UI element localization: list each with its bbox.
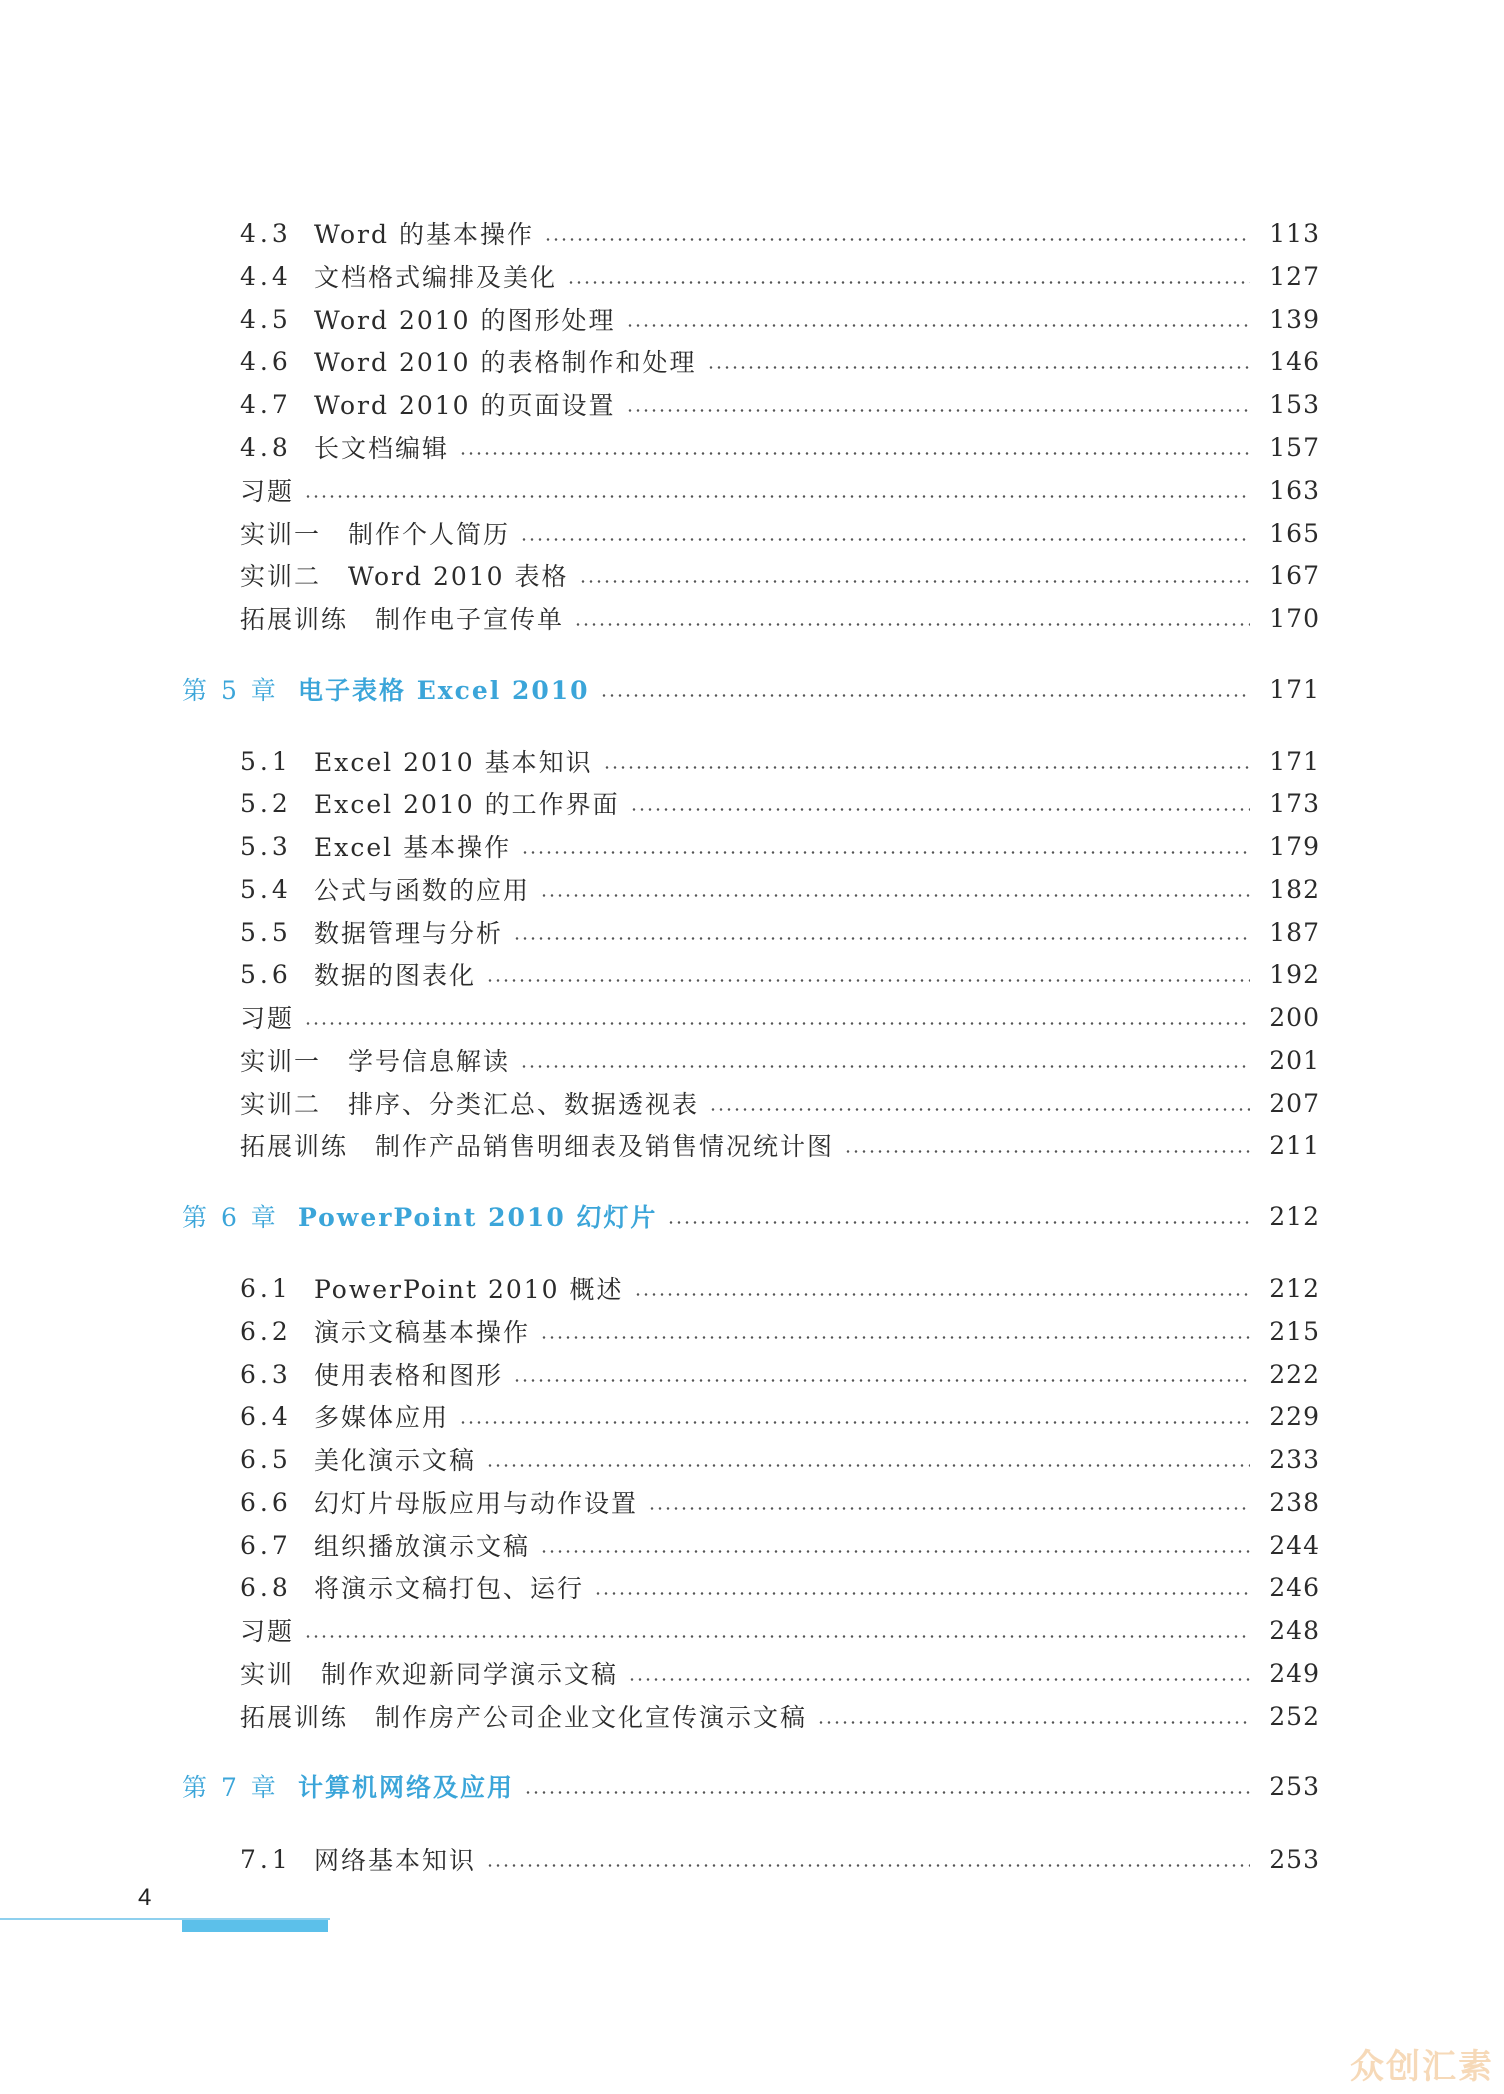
section-number: 5.6 [240, 959, 292, 989]
entry-title: Excel 2010 的工作界面 [314, 790, 620, 819]
page-reference: 212 [1269, 1273, 1320, 1303]
toc-item-entry[interactable] [240, 512, 1320, 554]
entry-title: Word 2010 的页面设置 [314, 391, 616, 420]
toc-item-entry[interactable] [240, 1039, 1320, 1081]
page-reference: 222 [1269, 1359, 1320, 1389]
dot-leader [513, 1353, 1250, 1395]
entry-title: PowerPoint 2010 幻灯片 [298, 1203, 658, 1232]
entry-title: 数据管理与分析 [314, 919, 504, 948]
toc-item-entry[interactable] [240, 1695, 1320, 1737]
entry-title: 电子表格 Excel 2010 [298, 676, 590, 705]
section-number: 6.8 [240, 1572, 292, 1602]
page-reference: 173 [1269, 788, 1320, 818]
page-reference: 146 [1269, 346, 1320, 376]
section-number: 5.3 [240, 831, 292, 861]
dot-leader [304, 469, 1250, 511]
section-number: 7.1 [240, 1844, 292, 1874]
page-reference: 248 [1269, 1615, 1320, 1645]
dot-leader [521, 825, 1250, 867]
section-number: 4.4 [240, 261, 292, 291]
entry-title: 组织播放演示文稿 [314, 1532, 531, 1561]
dot-leader [520, 1039, 1250, 1081]
section-number: 4.7 [240, 389, 292, 419]
toc-item-entry[interactable] [240, 597, 1320, 639]
toc-item-entry[interactable] [240, 1652, 1320, 1694]
section-number: 6.6 [240, 1487, 292, 1517]
dot-leader [304, 1609, 1250, 1651]
dot-leader [540, 1310, 1250, 1352]
toc-section-entry[interactable] [240, 340, 1320, 382]
entry-title: Word 的基本操作 [314, 220, 534, 249]
toc-section-entry[interactable] [240, 782, 1320, 824]
entry-title: 习题 [240, 1004, 295, 1033]
entry-title: 实训二 Word 2010 表格 [240, 562, 569, 591]
dot-leader [707, 340, 1250, 382]
page-reference: 207 [1269, 1088, 1320, 1118]
entry-title: 公式与函数的应用 [314, 876, 531, 905]
page-reference: 165 [1269, 518, 1320, 548]
entry-title: 使用表格和图形 [314, 1361, 504, 1390]
dot-leader [648, 1481, 1250, 1523]
page-reference: 153 [1269, 389, 1320, 419]
dot-leader [630, 782, 1250, 824]
toc-chapter-entry[interactable] [182, 668, 1320, 710]
page-reference: 249 [1269, 1658, 1320, 1688]
toc-section-entry[interactable] [240, 868, 1320, 910]
entry-title: 网络基本知识 [314, 1846, 477, 1875]
page-reference: 212 [1269, 1201, 1320, 1231]
toc-item-entry[interactable] [240, 1082, 1320, 1124]
page-reference: 201 [1269, 1045, 1320, 1075]
toc-section-entry[interactable] [240, 825, 1320, 867]
toc-section-entry[interactable] [240, 1267, 1320, 1309]
dot-leader [486, 953, 1250, 995]
toc-section-entry[interactable] [240, 740, 1320, 782]
toc-section-entry[interactable] [240, 1838, 1320, 1880]
page-reference: 187 [1269, 917, 1320, 947]
page-reference: 163 [1269, 475, 1320, 505]
section-number: 4.6 [240, 346, 292, 376]
section-number: 4.5 [240, 304, 292, 334]
entry-title: 文档格式编排及美化 [314, 263, 558, 292]
toc-section-entry[interactable] [240, 1353, 1320, 1395]
dot-leader [603, 740, 1250, 782]
entry-title: 幻灯片母版应用与动作设置 [314, 1489, 639, 1518]
section-number: 6.3 [240, 1359, 292, 1389]
dot-leader [486, 1438, 1250, 1480]
page-reference: 252 [1269, 1701, 1320, 1731]
toc-section-entry[interactable] [240, 383, 1320, 425]
page-reference: 171 [1269, 674, 1320, 704]
toc-section-entry[interactable] [240, 1481, 1320, 1523]
entry-title: Excel 基本操作 [314, 833, 512, 862]
section-number: 5.4 [240, 874, 292, 904]
dot-leader [544, 212, 1250, 254]
entry-title: 演示文稿基本操作 [314, 1318, 531, 1347]
dot-leader [628, 1652, 1250, 1694]
entry-title: 计算机网络及应用 [298, 1773, 515, 1802]
page-reference: 179 [1269, 831, 1320, 861]
toc-section-entry[interactable] [240, 212, 1320, 254]
entry-title: 习题 [240, 1617, 295, 1646]
entry-title: 美化演示文稿 [314, 1446, 477, 1475]
page-reference: 192 [1269, 959, 1320, 989]
section-number: 5.5 [240, 917, 292, 947]
toc-chapter-entry[interactable] [182, 1765, 1320, 1807]
entry-title: 多媒体应用 [314, 1403, 450, 1432]
entry-title: 实训一 学号信息解读 [240, 1047, 511, 1076]
dot-leader [594, 1566, 1250, 1608]
toc-item-entry[interactable] [240, 996, 1320, 1038]
page-reference: 238 [1269, 1487, 1320, 1517]
entry-title: 将演示文稿打包、运行 [314, 1574, 585, 1603]
section-number: 6.1 [240, 1273, 292, 1303]
page-reference: 253 [1269, 1771, 1320, 1801]
section-number: 4.8 [240, 432, 292, 462]
dot-leader [626, 383, 1250, 425]
dot-leader [567, 255, 1250, 297]
dot-leader [486, 1838, 1250, 1880]
page-reference: 246 [1269, 1572, 1320, 1602]
page-number: 4 [138, 1884, 152, 1911]
entry-title: Word 2010 的表格制作和处理 [314, 348, 697, 377]
dot-leader [540, 868, 1250, 910]
page-reference: 157 [1269, 432, 1320, 462]
dot-leader [520, 512, 1250, 554]
entry-title: 实训二 排序、分类汇总、数据透视表 [240, 1090, 700, 1119]
dot-leader [626, 298, 1250, 340]
chapter-number: 第 6 章 [182, 1203, 279, 1232]
page-reference: 182 [1269, 874, 1320, 904]
dot-leader [459, 426, 1250, 468]
page-reference: 233 [1269, 1444, 1320, 1474]
toc-chapter-entry[interactable] [182, 1195, 1320, 1237]
page-reference: 244 [1269, 1530, 1320, 1560]
page-reference: 139 [1269, 304, 1320, 334]
toc-section-entry[interactable] [240, 1310, 1320, 1352]
dot-leader [574, 597, 1250, 639]
dot-leader [844, 1124, 1250, 1166]
toc-section-entry[interactable] [240, 298, 1320, 340]
section-number: 6.7 [240, 1530, 292, 1560]
dot-leader [540, 1524, 1250, 1566]
entry-title: Word 2010 的图形处理 [314, 306, 616, 335]
dot-leader [513, 911, 1250, 953]
dot-leader [600, 668, 1250, 710]
page-reference: 229 [1269, 1401, 1320, 1431]
entry-title: PowerPoint 2010 概述 [314, 1275, 624, 1304]
page-reference: 215 [1269, 1316, 1320, 1346]
dot-leader [459, 1395, 1250, 1437]
page-reference: 211 [1269, 1130, 1320, 1160]
page-reference: 113 [1269, 218, 1320, 248]
section-number: 4.3 [240, 218, 292, 248]
toc-section-entry[interactable] [240, 911, 1320, 953]
toc-section-entry[interactable] [240, 1566, 1320, 1608]
page-reference: 167 [1269, 560, 1320, 590]
page-reference: 200 [1269, 1002, 1320, 1032]
entry-title: 习题 [240, 477, 295, 506]
entry-title: 实训一 制作个人简历 [240, 520, 511, 549]
entry-title: 长文档编辑 [314, 434, 450, 463]
entry-title: 数据的图表化 [314, 961, 477, 990]
entry-title: 拓展训练 制作电子宣传单 [240, 605, 565, 634]
toc-section-entry[interactable] [240, 426, 1320, 468]
toc-section-entry[interactable] [240, 1438, 1320, 1480]
footer-accent-bar [182, 1920, 328, 1932]
dot-leader [524, 1765, 1250, 1807]
chapter-number: 第 5 章 [182, 676, 279, 705]
entry-title: 拓展训练 制作房产公司企业文化宣传演示文稿 [240, 1703, 808, 1732]
section-number: 5.1 [240, 746, 292, 776]
dot-leader [817, 1695, 1250, 1737]
dot-leader [709, 1082, 1250, 1124]
entry-title: 拓展训练 制作产品销售明细表及销售情况统计图 [240, 1132, 835, 1161]
toc-item-entry[interactable] [240, 1609, 1320, 1651]
dot-leader [579, 554, 1250, 596]
chapter-number: 第 7 章 [182, 1773, 279, 1802]
toc-section-entry[interactable] [240, 1395, 1320, 1437]
page-reference: 127 [1269, 261, 1320, 291]
section-number: 6.4 [240, 1401, 292, 1431]
entry-title: 实训 制作欢迎新同学演示文稿 [240, 1660, 619, 1689]
section-number: 6.2 [240, 1316, 292, 1346]
toc-item-entry[interactable] [240, 1124, 1320, 1166]
toc-section-entry[interactable] [240, 255, 1320, 297]
toc-item-entry[interactable] [240, 554, 1320, 596]
section-number: 6.5 [240, 1444, 292, 1474]
dot-leader [634, 1267, 1250, 1309]
page-reference: 171 [1269, 746, 1320, 776]
entry-title: Excel 2010 基本知识 [314, 748, 593, 777]
dot-leader [304, 996, 1250, 1038]
page-reference: 253 [1269, 1844, 1320, 1874]
toc-item-entry[interactable] [240, 469, 1320, 511]
dot-leader [667, 1195, 1250, 1237]
section-number: 5.2 [240, 788, 292, 818]
watermark-logo: 众创汇素 [1350, 2047, 1494, 2087]
toc-section-entry[interactable] [240, 1524, 1320, 1566]
page-reference: 170 [1269, 603, 1320, 633]
toc-section-entry[interactable] [240, 953, 1320, 995]
